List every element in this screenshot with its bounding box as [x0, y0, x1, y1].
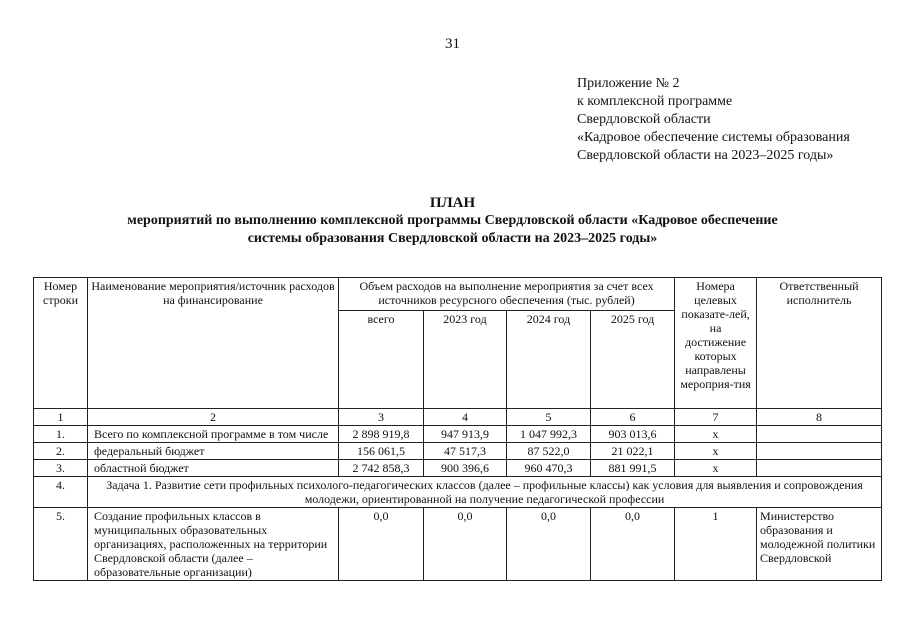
row-number: 3.	[34, 460, 88, 477]
cell-executor	[757, 426, 882, 443]
cell-executor	[757, 460, 882, 477]
header-name: Наименование мероприятия/источник расходов на финансирование	[88, 278, 339, 409]
column-number: 2	[88, 409, 339, 426]
cell-total: 156 061,5	[339, 443, 424, 460]
table-row	[34, 508, 882, 581]
task-description: Задача 1. Развитие сети профильных психолого-педагогических классов (далее – профильные классы) как условия для выявления и сопровождения молодежи, ориентированной на получение педагогической профессии	[88, 477, 882, 508]
appendix-line: Свердловской области на 2023–2025 годы»	[577, 148, 834, 163]
cell-2023: 900 396,6	[424, 460, 507, 477]
row-name: федеральный бюджет	[88, 443, 339, 460]
column-number: 7	[675, 409, 757, 426]
cell-total: 0,0	[339, 508, 424, 581]
cell-2025: 881 991,5	[591, 460, 675, 477]
cell-2023: 47 517,3	[424, 443, 507, 460]
header-executor: Ответственный исполнитель	[757, 278, 882, 409]
cell-2024: 87 522,0	[507, 443, 591, 460]
header-2025: 2025 год	[591, 311, 675, 409]
cell-indicators: х	[675, 426, 757, 443]
column-number-row	[34, 409, 882, 426]
header-indicators: Номера целевых показате-лей, на достижение которых направлены мероприя-тия	[675, 278, 757, 409]
column-number: 1	[34, 409, 88, 426]
appendix-line: Свердловской области	[577, 112, 711, 127]
header-row-number: Номер строки	[34, 278, 88, 409]
cell-2024: 960 470,3	[507, 460, 591, 477]
cell-total: 2 742 858,3	[339, 460, 424, 477]
cell-total: 2 898 919,8	[339, 426, 424, 443]
row-name: Всего по комплексной программе в том числе	[88, 426, 339, 443]
column-number: 4	[424, 409, 507, 426]
cell-2023: 0,0	[424, 508, 507, 581]
cell-indicators: 1	[675, 508, 757, 581]
plan-title-line: мероприятий по выполнению комплексной программы Свердловской области «Кадровое обеспечение	[127, 213, 778, 228]
row-name: областной бюджет	[88, 460, 339, 477]
table-header-row	[34, 278, 882, 311]
appendix-line: «Кадровое обеспечение системы образования	[577, 130, 850, 145]
plan-table	[33, 277, 882, 581]
header-2024: 2024 год	[507, 311, 591, 409]
cell-2025: 0,0	[591, 508, 675, 581]
header-expenses: Объем расходов на выполнение мероприятия за счет всех источников ресурсного обеспечения (тыс. рублей)	[339, 278, 675, 311]
header-total: всего	[339, 311, 424, 409]
cell-indicators: х	[675, 460, 757, 477]
task-row	[34, 477, 882, 508]
cell-2024: 0,0	[507, 508, 591, 581]
column-number: 5	[507, 409, 591, 426]
cell-2023: 947 913,9	[424, 426, 507, 443]
column-number: 3	[339, 409, 424, 426]
cell-executor: Министерство образования и молодежной политики Свердловской	[757, 508, 882, 581]
cell-2024: 1 047 992,3	[507, 426, 591, 443]
plan-title-line: системы образования Свердловской области на 2023–2025 годы»	[247, 231, 658, 246]
cell-executor	[757, 443, 882, 460]
cell-indicators: х	[675, 443, 757, 460]
plan-title	[0, 194, 905, 248]
column-number: 6	[591, 409, 675, 426]
appendix-note	[577, 75, 850, 165]
row-number: 1.	[34, 426, 88, 443]
page-number: 31	[445, 36, 460, 52]
cell-2025: 903 013,6	[591, 426, 675, 443]
table-row	[34, 426, 882, 443]
appendix-line: Приложение № 2	[577, 76, 680, 91]
table-row	[34, 460, 882, 477]
plan-title-main: ПЛАН	[429, 195, 476, 211]
table-row	[34, 443, 882, 460]
appendix-line: к комплексной программе	[577, 94, 733, 109]
row-number: 2.	[34, 443, 88, 460]
row-number: 5.	[34, 508, 88, 581]
row-name: Создание профильных классов в муниципальных образовательных организациях, расположенных на территории Свердловской области (далее – образовательные организации)	[88, 508, 339, 581]
cell-2025: 21 022,1	[591, 443, 675, 460]
row-number: 4.	[34, 477, 88, 508]
header-2023: 2023 год	[424, 311, 507, 409]
column-number: 8	[757, 409, 882, 426]
